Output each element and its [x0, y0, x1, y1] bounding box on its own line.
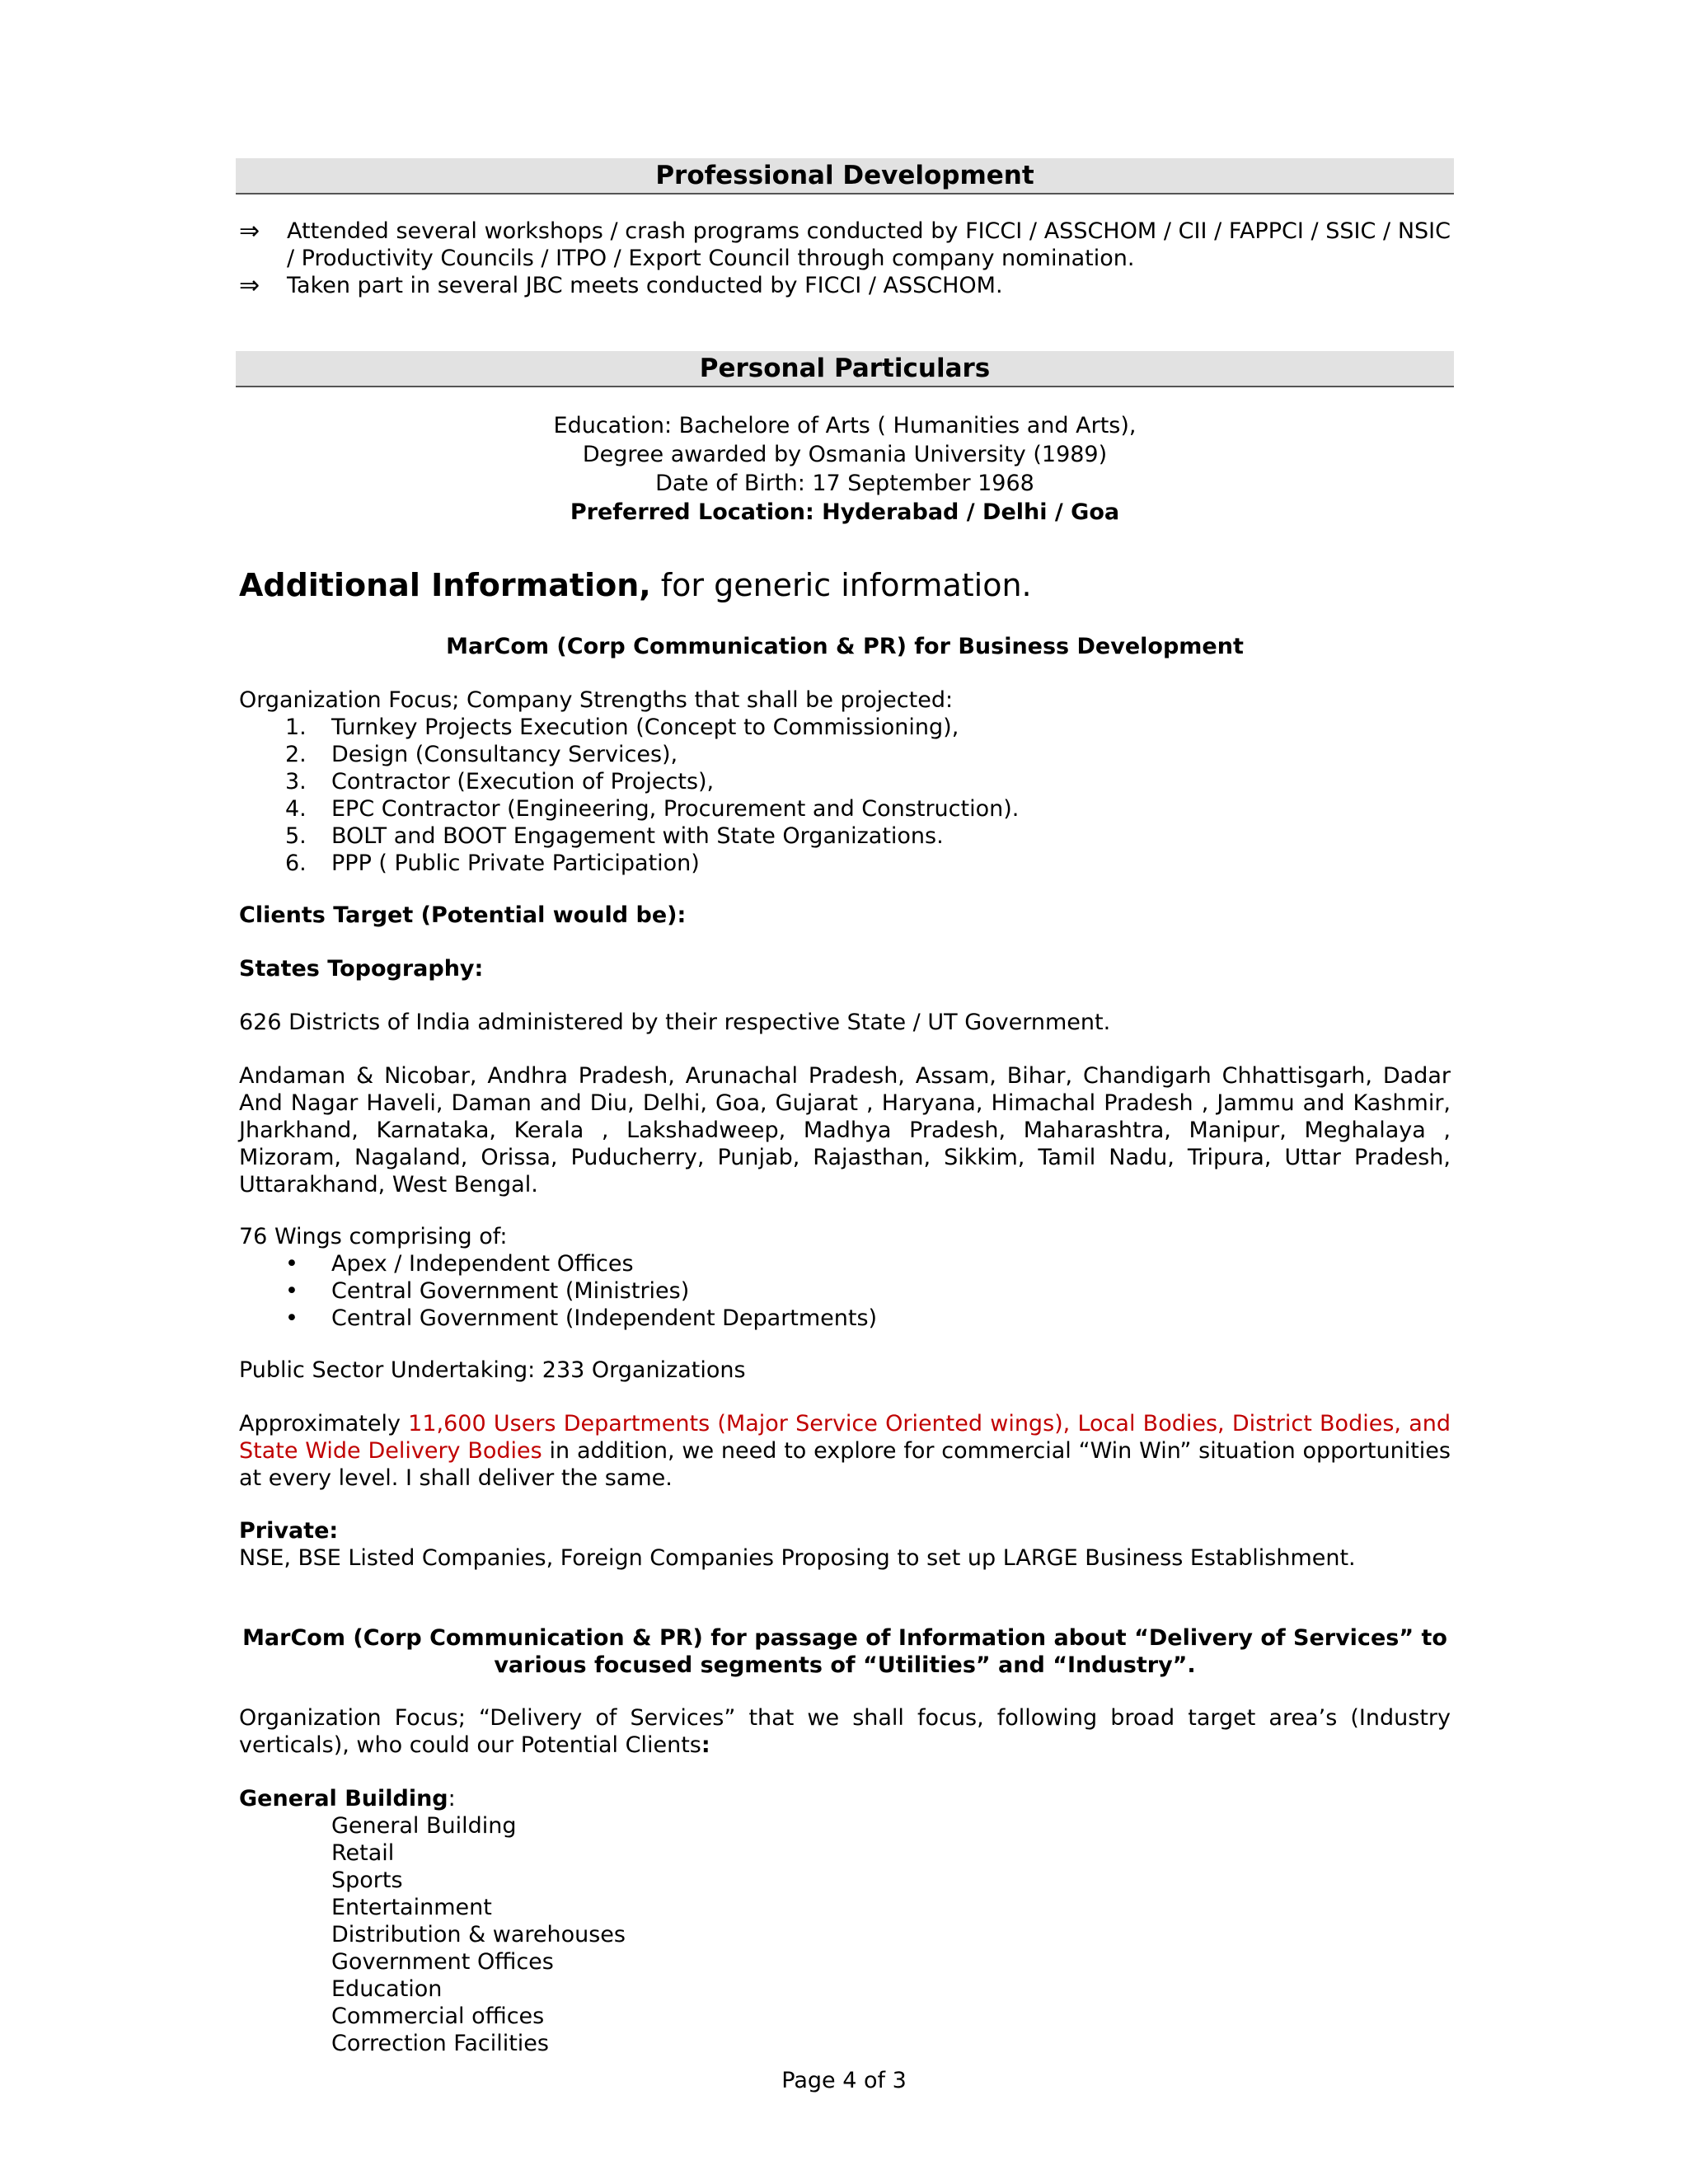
list-number: 1.: [285, 715, 307, 740]
professional-development-heading: Professional Development: [236, 158, 1454, 194]
dob-line: Date of Birth: 17 September 1968: [655, 471, 1034, 496]
list-item: Government Offices: [331, 1949, 554, 1975]
list-item-text: Turnkey Projects Execution (Concept to Commissioning),: [331, 715, 959, 740]
private-label: Private:: [239, 1518, 339, 1544]
list-item-text: Central Government (Independent Departments): [331, 1305, 878, 1331]
private-text: NSE, BSE Listed Companies, Foreign Companies Proposing to set up LARGE Business Establishment.: [239, 1545, 1356, 1571]
delivery-focus-body: Organization Focus; “Delivery of Services” that we shall focus, following broad target area’s (Industry verticals), who could our Potential Clients: [239, 1705, 1451, 1758]
marcom-delivery-line-1: MarCom (Corp Communication & PR) for passage of Information about “Delivery of Services” to: [242, 1625, 1447, 1651]
list-item: [239, 1305, 1451, 1332]
page-number: Page 4 of 3: [781, 2068, 907, 2093]
districts-text: 626 Districts of India administered by their respective State / UT Government.: [239, 1010, 1111, 1035]
wings-list: [239, 1250, 1451, 1332]
list-item: [239, 823, 1451, 850]
list-item: Commercial offices: [331, 2004, 545, 2029]
list-item-text: Contractor (Execution of Projects),: [331, 769, 715, 794]
private-block: [239, 1517, 1451, 1572]
list-item-text: BOLT and BOOT Engagement with State Organizations.: [331, 823, 944, 849]
general-building-heading: [239, 1785, 1451, 1812]
list-item: Sports: [331, 1868, 403, 1893]
bullet-dot-icon: •: [285, 1278, 298, 1304]
additional-info-heading: [239, 565, 1451, 605]
approx-prefix: Approximately: [239, 1411, 409, 1436]
list-number: 2.: [285, 742, 307, 767]
list-item: Entertainment: [331, 1895, 492, 1920]
list-number: 6.: [285, 851, 307, 876]
pd-bullet-2-text: Taken part in several JBC meets conducted by FICCI / ASSCHOM.: [287, 273, 1003, 298]
states-list-text: Andaman & Nicobar, Andhra Pradesh, Arunachal Pradesh, Assam, Bihar, Chandigarh Chhattisgarh, Dadar And Nagar Haveli, Daman and Diu, Delhi, Goa, Gujarat , Haryana, Himachal Pradesh , Jammu and Kashmir, Jharkhand, Karnataka, Kerala , Lakshadweep, Madhya Pradesh, Maharashtra, Manipur, Meghalaya , Mizoram, Nagaland, Orissa, Puducherry, Punjab, Rajasthan, Sikkim, Tamil Nadu, Tripura, Uttar Pradesh, Uttarakhand, West Bengal.: [239, 1063, 1451, 1197]
list-item: [239, 714, 1451, 741]
pd-bullet-1: [239, 218, 1451, 272]
wings-block: [239, 1223, 1451, 1332]
org-focus-text: Organization Focus; Company Strengths that shall be projected:: [239, 687, 954, 713]
strengths-list: [239, 714, 1451, 877]
list-item-text: Design (Consultancy Services),: [331, 742, 678, 767]
list-item: Retail: [331, 1840, 395, 1866]
delivery-focus-text: [239, 1704, 1451, 1759]
degree-line: Degree awarded by Osmania University (1989): [582, 442, 1108, 467]
general-building-label: General Building: [239, 1786, 448, 1811]
list-item: [239, 768, 1451, 795]
org-focus-block: [239, 687, 1451, 877]
marcom-delivery-line-2: various focused segments of “Utilities” and “Industry”.: [494, 1652, 1196, 1678]
list-item: [239, 795, 1451, 823]
list-item: General Building: [331, 1813, 517, 1839]
list-item: Education: [331, 1976, 443, 2002]
approx-highlight: 11,600 Users Departments (Major Service Oriented wings), Local Bodies, District Bodies, and State Wide Delivery Bodies: [239, 1411, 1451, 1464]
arrow-bullet-icon: ⇒: [239, 217, 260, 246]
approx-paragraph: [239, 1410, 1451, 1492]
bullet-dot-icon: •: [285, 1251, 298, 1277]
additional-info-heading-rest: for generic information.: [650, 567, 1032, 603]
list-item: Correction Facilities: [331, 2031, 549, 2056]
personal-particulars-heading: Personal Particulars: [236, 351, 1454, 387]
list-number: 3.: [285, 769, 307, 794]
list-item-text: EPC Contractor (Engineering, Procurement and Construction).: [331, 796, 1020, 822]
bullet-dot-icon: •: [285, 1305, 298, 1331]
additional-info-heading-bold: Additional Information,: [239, 567, 651, 603]
personal-details: [239, 412, 1451, 526]
list-number: 4.: [285, 796, 307, 822]
delivery-focus-colon: :: [701, 1732, 710, 1758]
clients-target-heading: Clients Target (Potential would be):: [239, 902, 687, 928]
list-item-text: Apex / Independent Offices: [331, 1251, 634, 1277]
list-item: [239, 1277, 1451, 1305]
marcom-delivery-title: [239, 1624, 1451, 1679]
list-item: [239, 850, 1451, 877]
list-item: [239, 741, 1451, 768]
list-item: [239, 1250, 1451, 1277]
approx-suffix: in addition, we need to explore for commercial “Win Win” situation opportunities at every level. I shall deliver the same.: [239, 1438, 1451, 1491]
list-item: Distribution & warehouses: [331, 1922, 626, 1947]
education-line: Education: Bachelore of Arts ( Humanities and Arts),: [553, 413, 1137, 438]
pd-bullet-2: [239, 272, 1451, 299]
list-item-text: Central Government (Ministries): [331, 1278, 690, 1304]
states-topography-heading: States Topography:: [239, 956, 484, 982]
general-building-colon: :: [448, 1786, 456, 1811]
preferred-location: Preferred Location: Hyderabad / Delhi / Goa: [570, 499, 1120, 525]
general-building-list: [239, 1812, 1451, 2057]
pd-bullet-1-text: Attended several workshops / crash programs conducted by FICCI / ASSCHOM / CII / FAPPCI / SSIC / NSIC / Productivity Councils / ITPO / Export Council through company nomination.: [287, 218, 1451, 271]
list-number: 5.: [285, 823, 307, 849]
general-building-block: [239, 1785, 1451, 2057]
psu-text: Public Sector Undertaking: 233 Organizations: [239, 1357, 746, 1383]
wings-intro: 76 Wings comprising of:: [239, 1224, 508, 1249]
marcom-business-title: MarCom (Corp Communication & PR) for Business Development: [446, 634, 1244, 659]
list-item-text: PPP ( Public Private Participation): [331, 851, 700, 876]
arrow-bullet-icon: ⇒: [239, 271, 260, 300]
